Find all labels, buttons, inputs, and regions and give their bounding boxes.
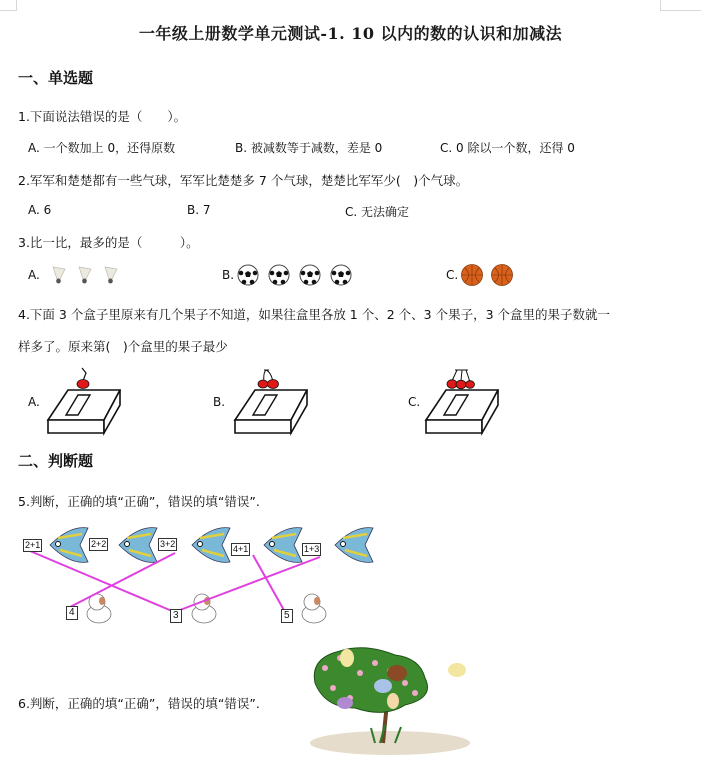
- question-3-text: 3.比一比，最多的是（ ）。: [18, 235, 199, 250]
- question-4-text-line-1: 4.下面 3 个盒子里原来有几个果子不知道，如果往盒里各放 1 个、2 个、3 个果子，3 个盒里的果子数就一: [18, 307, 611, 322]
- cat-icon: [302, 594, 326, 623]
- question-2-option-b[interactable]: B. 7: [187, 203, 211, 217]
- shuttlecock-icon: [78, 266, 92, 284]
- basketball-icon: [461, 264, 483, 286]
- soccer-ball-icon: [299, 264, 321, 286]
- question-3-option-a[interactable]: [28, 266, 118, 284]
- basketball-icon: [491, 264, 513, 286]
- option-label: A.: [28, 395, 40, 409]
- equation-box: 2+1: [25, 540, 41, 550]
- question-2-text: 2.军军和楚楚都有一些气球，军军比楚楚多 7 个气球，楚楚比军军少( )个气球。: [18, 173, 469, 188]
- soccer-ball-icon: [330, 264, 352, 286]
- answer-box: 3: [170, 609, 182, 623]
- equation-box: 1+3: [304, 544, 320, 554]
- question-3-option-b[interactable]: [222, 264, 352, 286]
- option-label: C.: [408, 395, 421, 409]
- page-corner-mark-right: [660, 0, 701, 11]
- option-label: A.: [28, 268, 40, 282]
- question-4-option-b[interactable]: [213, 365, 303, 440]
- fish-icon: [192, 528, 230, 563]
- question-5-text: 5.判断，正确的填“正确”，错误的填“错误”.: [18, 494, 260, 509]
- answer-box: 5: [281, 609, 293, 623]
- answer-box: 4: [66, 606, 78, 620]
- equation-box: 2+2: [91, 539, 107, 549]
- soccer-ball-icon: [237, 264, 259, 286]
- question-1-option-b[interactable]: B. 被减数等于减数，差是 0: [235, 141, 383, 155]
- page-corner-mark-left: [0, 0, 17, 11]
- soccer-ball-icon: [268, 264, 290, 286]
- document-title: 一年级上册数学单元测试-1. 10 以内的数的认识和加减法: [138, 24, 563, 43]
- section-heading-true-false: 二、判断题: [18, 452, 94, 470]
- option-label: B.: [213, 395, 226, 409]
- matching-lines: [0, 520, 380, 630]
- question-1-option-c[interactable]: C. 0 除以一个数，还得 0: [440, 141, 575, 155]
- cat-icon: [87, 594, 111, 623]
- option-label: C.: [446, 268, 459, 282]
- fish-icon: [335, 528, 373, 563]
- question-1-option-a[interactable]: A. 一个数加上 0，还得原数: [28, 141, 176, 155]
- question-4-option-c[interactable]: [408, 365, 498, 440]
- question-5-matching-figure: [0, 520, 380, 630]
- shuttlecock-icon: [52, 266, 66, 284]
- question-6-text: 6.判断，正确的填“正确”，错误的填“错误”.: [18, 696, 260, 711]
- fish-icon: [119, 528, 157, 563]
- tree-with-birds-illustration: [305, 643, 480, 758]
- question-2-option-a[interactable]: A. 6: [28, 203, 52, 217]
- shuttlecock-icon: [104, 266, 118, 284]
- fish-icon: [50, 528, 88, 563]
- cherry-box-icon: [46, 365, 121, 440]
- option-label: B.: [222, 268, 235, 282]
- question-4-option-a[interactable]: [28, 365, 118, 440]
- equation-box: 4+1: [233, 544, 249, 554]
- equation-box: 3+2: [160, 539, 176, 549]
- cherry-box-icon: [233, 365, 308, 440]
- question-1-text: 1.下面说法错误的是（ ）。: [18, 109, 187, 124]
- fish-icon: [264, 528, 302, 563]
- cherry-box-icon: [424, 365, 499, 440]
- question-2-option-c[interactable]: C. 无法确定: [345, 205, 410, 219]
- question-4-text-line-2: 样多了。原来第( )个盒里的果子最少: [18, 339, 228, 354]
- section-heading-single-choice: 一、单选题: [18, 69, 94, 87]
- question-3-option-c[interactable]: [446, 264, 513, 286]
